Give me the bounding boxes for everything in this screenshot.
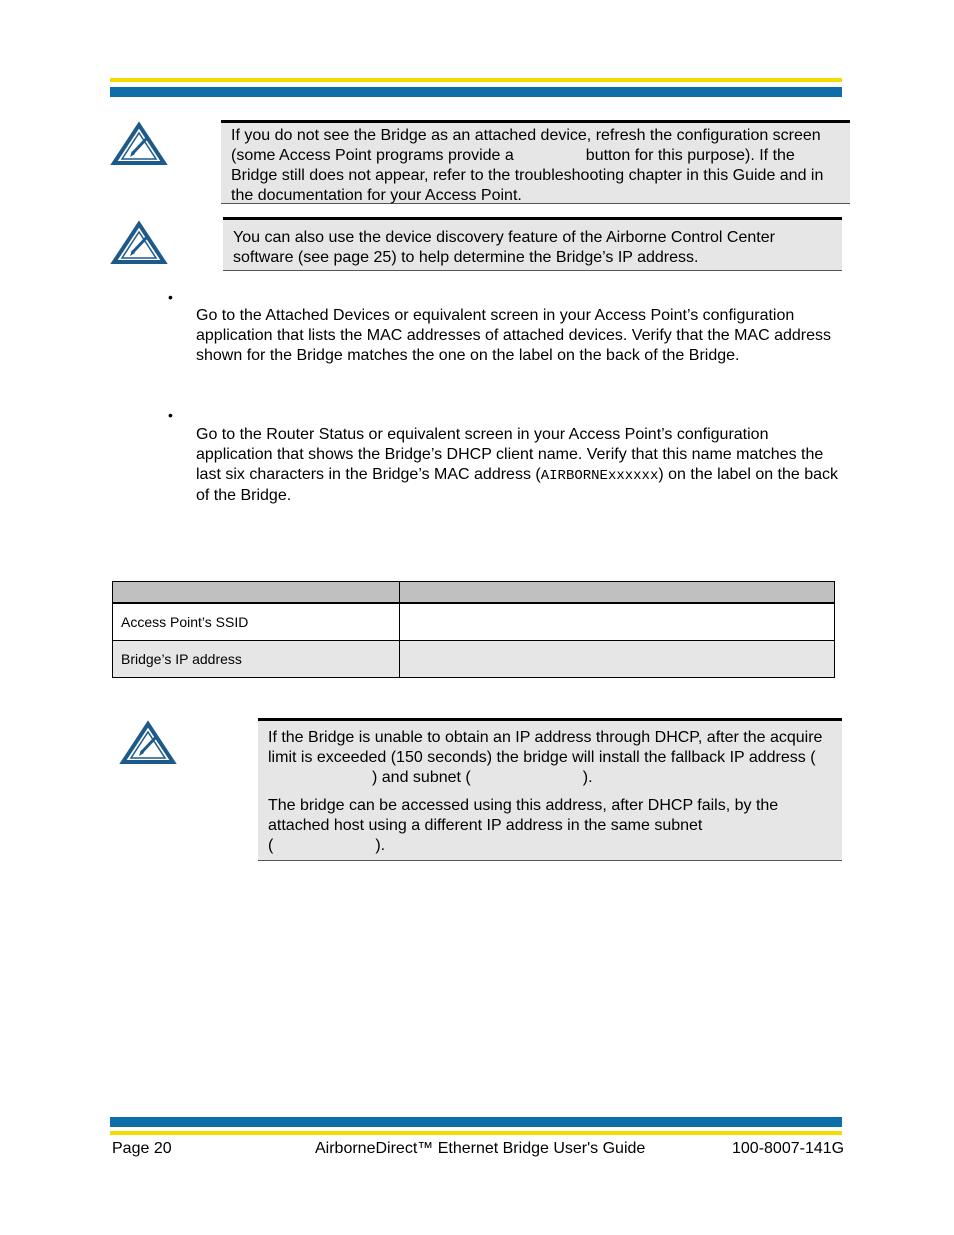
table-cell-label: Access Point’s SSID	[113, 603, 400, 641]
bullet-attached-devices-text: Go to the Attached Devices or equivalent screen in your Access Point’s configuration application that lists the MAC addresses of attached devices. Verify that the MAC address shown for the Bridge matches the one on the label on the back of the Bridge.	[196, 307, 831, 364]
header-yellow-rule	[110, 78, 842, 82]
pencil-note-icon	[110, 121, 168, 167]
note-fallback-p2: The bridge can be accessed using this address, after DHCP fails, by the attached host using a different IP address in the same subnet ( ).	[268, 797, 779, 854]
note-fallback-ip	[258, 718, 842, 861]
header-blue-rule	[110, 87, 842, 97]
note-refresh	[221, 120, 850, 204]
network-info-table	[112, 581, 835, 678]
pencil-note-icon	[119, 720, 177, 766]
footer-blue-rule	[110, 1117, 842, 1127]
note-fallback-p1: If the Bridge is unable to obtain an IP address through DHCP, after the acquire limit is exceeded (150 seconds) the bridge will install the fallback IP address () and subnet ( ).	[268, 729, 823, 786]
footer-guide-title: AirborneDirect™ Ethernet Bridge User's Guide	[315, 1140, 646, 1157]
table-cell-label: Bridge’s IP address	[113, 641, 400, 678]
mac-code: AIRBORNExxxxxx	[540, 468, 659, 484]
table-cell-value	[400, 603, 835, 641]
note-discovery-text: You can also use the device discovery feature of the Airborne Control Center software (see page 25) to help determine the Bridge’s IP address.	[233, 229, 775, 266]
footer-page-number: Page 20	[112, 1140, 172, 1157]
table-header-cell	[400, 582, 835, 604]
table-header-cell	[113, 582, 400, 604]
footer-doc-number: 100-8007-141G	[732, 1140, 845, 1157]
footer-yellow-rule	[110, 1131, 842, 1135]
bullet-marker: •	[168, 289, 173, 305]
table-cell-value	[400, 641, 835, 678]
note-discovery	[223, 217, 842, 271]
note-refresh-text: If you do not see the Bridge as an attached device, refresh the configuration screen (some Access Point programs provide a button for this purpose). If the Bridge still does not appear, refer to the troubleshooting chapter in this Guide and in the documentation for your Access Point.	[231, 127, 824, 204]
pencil-note-icon	[110, 220, 168, 266]
bullet-router-status-text: Go to the Router Status or equivalent screen in your Access Point’s configuration application that shows the Bridge’s DHCP client name. Verify that this name matches the last six characters in the Bridge’s MAC address (AIRBORNExxxxxx) on the label on the back of the Bridge.	[196, 426, 839, 504]
bullet-marker: •	[168, 407, 173, 423]
table-row	[113, 641, 835, 678]
table-row	[113, 603, 835, 641]
